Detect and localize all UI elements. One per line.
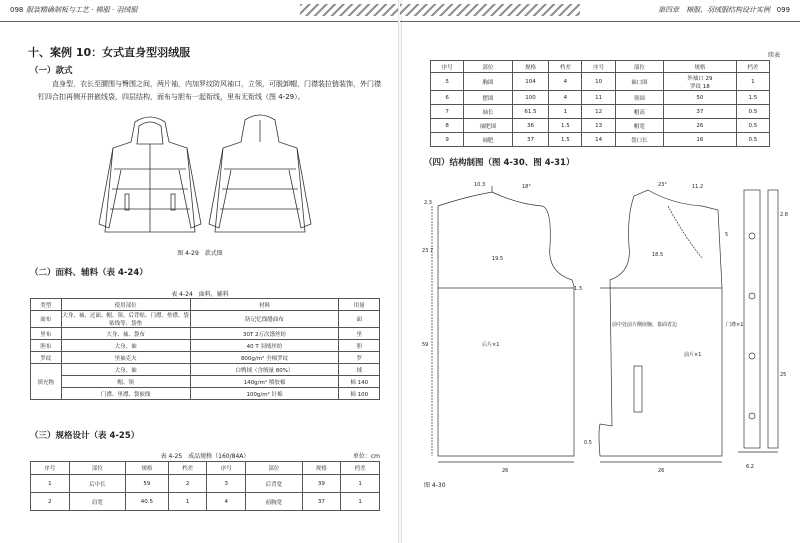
pattern-draft [422, 176, 792, 488]
table-cell: 5 [431, 73, 464, 91]
draft-dim: 59 [422, 342, 429, 348]
table-header-row [431, 61, 770, 73]
table-cell: 帽、领 [61, 376, 190, 388]
table-cell: 140g/m² 喷胶棉 [190, 376, 339, 388]
table-row [431, 133, 770, 147]
col-header: 序号 [31, 462, 70, 475]
draft-dim: 26 [658, 468, 665, 474]
table-cell: 面布 [31, 311, 62, 328]
spec-table-continued [430, 60, 770, 147]
table-cell: 面 [339, 311, 380, 328]
table-cell: 摆围 [464, 91, 512, 105]
subheading-materials: （二）面料、辅料（表 4-24） [30, 268, 148, 278]
table-cell: 39 [302, 475, 341, 493]
table-cell: 30T 2万次涤丝纺 [190, 328, 339, 340]
table-cell: 10 [582, 73, 615, 91]
table-row [31, 388, 380, 400]
table-cell: 1 [341, 475, 380, 493]
table-cell: 4 [549, 91, 582, 105]
col-header: 材料 [190, 299, 339, 311]
table-cell: 13 [582, 119, 615, 133]
table-cell: 防记忆线缝面布 [190, 311, 339, 328]
table-cell: 1.5 [549, 133, 582, 147]
table-cell: 11 [582, 91, 615, 105]
table-cell: 1 [736, 73, 769, 91]
right-running-title: 第四章 棉服、羽绒服结构设计实例 [658, 6, 770, 14]
table-row [31, 311, 380, 328]
front-piece-label: 前片×1 [684, 352, 702, 358]
table-cell: 胸围 [464, 73, 512, 91]
table-cell: 罗纹 [31, 352, 62, 364]
table-cell: 37 [664, 105, 737, 119]
table-cell: 棉 140 [339, 376, 380, 388]
style-description: 直身型，衣长至腰围与臀围之间，两片袖，内加罗纹防风袖口，立领，可脱卸帽，门襟装拉链装饰，外门襟钉四合扣再侧开拼嵌线袋，四层结构，面布与胆布一起衔线，里布无衔线（图 4-29）。 [38, 80, 381, 101]
table-cell: 37 [512, 133, 549, 147]
table-row [31, 376, 380, 388]
col-header: 规格 [664, 61, 737, 73]
table-cell: 大身、袖 [61, 340, 190, 352]
table-cell: 填充物 [31, 364, 62, 400]
table-row [31, 352, 380, 364]
table-row [431, 91, 770, 105]
col-header: 部位 [615, 61, 663, 73]
right-header [400, 0, 800, 20]
table-cell: 1 [168, 493, 207, 511]
placket-label: 门襟×1 [726, 322, 744, 328]
draft-dim: 26 [502, 468, 509, 474]
table-cell: 大身、袖、袋布 [61, 328, 190, 340]
table-cell: 6 [431, 91, 464, 105]
table-cell: 袖口围 [615, 73, 663, 91]
subheading-draft: （四）结构制图（图 4-30、图 4-31） [424, 158, 575, 168]
subheading-specs: （三）规格设计（表 4-25） [30, 431, 140, 441]
col-header: 类型 [31, 299, 62, 311]
table-cell: 白鸭绒（含绒量 80%） [190, 364, 339, 376]
table2-unit: 单位：cm [352, 453, 380, 460]
table-cell: 袋口长 [615, 133, 663, 147]
figure-caption-draft: 图 4-30 [424, 482, 446, 489]
col-header: 用量 [339, 299, 380, 311]
draft-dim: 11.2 [692, 184, 704, 190]
table-row [31, 493, 380, 511]
col-header: 使用部位 [61, 299, 190, 311]
draft-dim: 5 [725, 232, 729, 238]
table-cell: 1 [341, 493, 380, 511]
table-cell: 37 [302, 493, 341, 511]
col-header: 规格 [302, 462, 341, 475]
table-cell: 61.5 [512, 105, 549, 119]
spec-table [30, 461, 380, 511]
table-cell: 4 [207, 493, 246, 511]
table-cell: 7 [431, 105, 464, 119]
table-cell: 26 [664, 119, 737, 133]
back-piece-label: 后片×1 [482, 342, 500, 348]
table-cell: 罗 [339, 352, 380, 364]
header-stripes [400, 4, 580, 16]
header-rule [400, 21, 800, 22]
table-cell: 肩宽 [69, 493, 125, 511]
left-page-number: 098 [10, 6, 24, 14]
table-cell: 12 [582, 105, 615, 119]
table1-caption: 表 4-24 面料、辅料 [171, 291, 229, 298]
table-row [31, 475, 380, 493]
table-cell: 14 [582, 133, 615, 147]
col-header: 部位 [69, 462, 125, 475]
table-cell: 36 [512, 119, 549, 133]
col-header: 序号 [582, 61, 615, 73]
draft-dim: 0.5 [584, 440, 592, 446]
table-cell: 50 [664, 91, 737, 105]
table-cell: 16 [664, 133, 737, 147]
table-cell: 2 [31, 493, 70, 511]
draft-dim: 1.3 [574, 286, 582, 292]
left-header [0, 0, 400, 20]
table-cell: 1 [549, 105, 582, 119]
table-cell: 棉 100 [339, 388, 380, 400]
col-header: 档差 [341, 462, 380, 475]
table-cell: 3 [207, 475, 246, 493]
left-running-title: 服装精确制板与工艺 · 棉服 · 羽绒服 [26, 6, 138, 14]
draft-dim: 23.7 [422, 248, 434, 254]
table-row [31, 364, 380, 376]
table-cell: 袖长 [464, 105, 512, 119]
table-cell: 800g/m² 全棉罗纹 [190, 352, 339, 364]
table-row [31, 340, 380, 352]
figure-caption-style: 图 4-29 款式图 [177, 250, 223, 257]
table-row [431, 119, 770, 133]
table-cell: 帽宽 [615, 119, 663, 133]
draft-dim: 18.5 [652, 252, 664, 258]
draft-dim: 6.2 [746, 464, 754, 470]
table-cell: 100g/m² 针棉 [190, 388, 339, 400]
table-cell: 后背宽 [246, 475, 302, 493]
subheading-style: （一）款式 [30, 66, 73, 76]
table-cell: 大身、袖、过面、帽、领、后背贴、门襟、垫襟、袋贴线等、袋垫 [61, 311, 190, 328]
table-cell: 里 [339, 328, 380, 340]
col-header: 序号 [207, 462, 246, 475]
section-title: 十、案例 10：女式直身型羽绒服 [28, 46, 191, 59]
table-cell: 0.5 [736, 119, 769, 133]
right-page-number: 099 [776, 6, 790, 14]
table-cell: 绒 [339, 364, 380, 376]
table-row [431, 105, 770, 119]
pocket-note: 前中处前片侧嵌胸，靠面省边 [612, 322, 678, 328]
table-cell: 领围 [615, 91, 663, 105]
col-header: 规格 [512, 61, 549, 73]
table-cell: 里袖克夫 [61, 352, 190, 364]
table-header-row [31, 299, 380, 311]
table-cell: 2 [168, 475, 207, 493]
table-row [31, 328, 380, 340]
col-header: 规格 [126, 462, 169, 475]
table-header-row [31, 462, 380, 475]
jacket-style-sketch [95, 114, 315, 242]
table-cell: 9 [431, 133, 464, 147]
table-cell: 袖肥围 [464, 119, 512, 133]
table-cell: 0.5 [736, 105, 769, 119]
col-header: 序号 [431, 61, 464, 73]
table-cell: 胆 [339, 340, 380, 352]
table-cell: 后中长 [69, 475, 125, 493]
table-row [431, 73, 770, 91]
table2-caption: 表 4-25 成品规格（160/84A） [160, 453, 250, 460]
table-cell: 门襟、里襟、袋嵌线 [61, 388, 190, 400]
draft-dim: 19.5 [492, 256, 504, 262]
table-cell: 0.5 [736, 133, 769, 147]
col-header: 档差 [736, 61, 769, 73]
col-header: 档差 [549, 61, 582, 73]
table-cell: 1.5 [549, 119, 582, 133]
draft-dim: 18° [522, 184, 531, 190]
table-cell: 帽高 [615, 105, 663, 119]
table-cell: 1.5 [736, 91, 769, 105]
draft-dim: 25 [780, 372, 787, 378]
draft-dim: 2.3 [424, 200, 432, 206]
table-cell: 外袖口 29 罗纹 18 [664, 73, 737, 91]
col-header: 部位 [464, 61, 512, 73]
table-cell: 胆布 [31, 340, 62, 352]
draft-dim: 2.8 [780, 212, 788, 218]
table-cell: 里布 [31, 328, 62, 340]
col-header: 档差 [168, 462, 207, 475]
table-cell: 4 [549, 73, 582, 91]
col-header: 部位 [246, 462, 302, 475]
table-cell: 100 [512, 91, 549, 105]
table-cell: 大身、袖 [61, 364, 190, 376]
table-cell: 59 [126, 475, 169, 493]
header-rule [0, 21, 400, 22]
draft-dim: 10.3 [474, 182, 486, 188]
materials-table [30, 298, 380, 400]
continued-note: 续表 [767, 52, 780, 59]
table-cell: 40.5 [126, 493, 169, 511]
draft-dim: 23° [658, 182, 667, 188]
table-cell: 1 [31, 475, 70, 493]
table-cell: 40 T 羽绒丝纺 [190, 340, 339, 352]
header-stripes [300, 4, 400, 16]
table-cell: 104 [512, 73, 549, 91]
table-cell: 袖肥 [464, 133, 512, 147]
table-cell: 8 [431, 119, 464, 133]
table-cell: 前胸宽 [246, 493, 302, 511]
right-page [400, 0, 800, 543]
